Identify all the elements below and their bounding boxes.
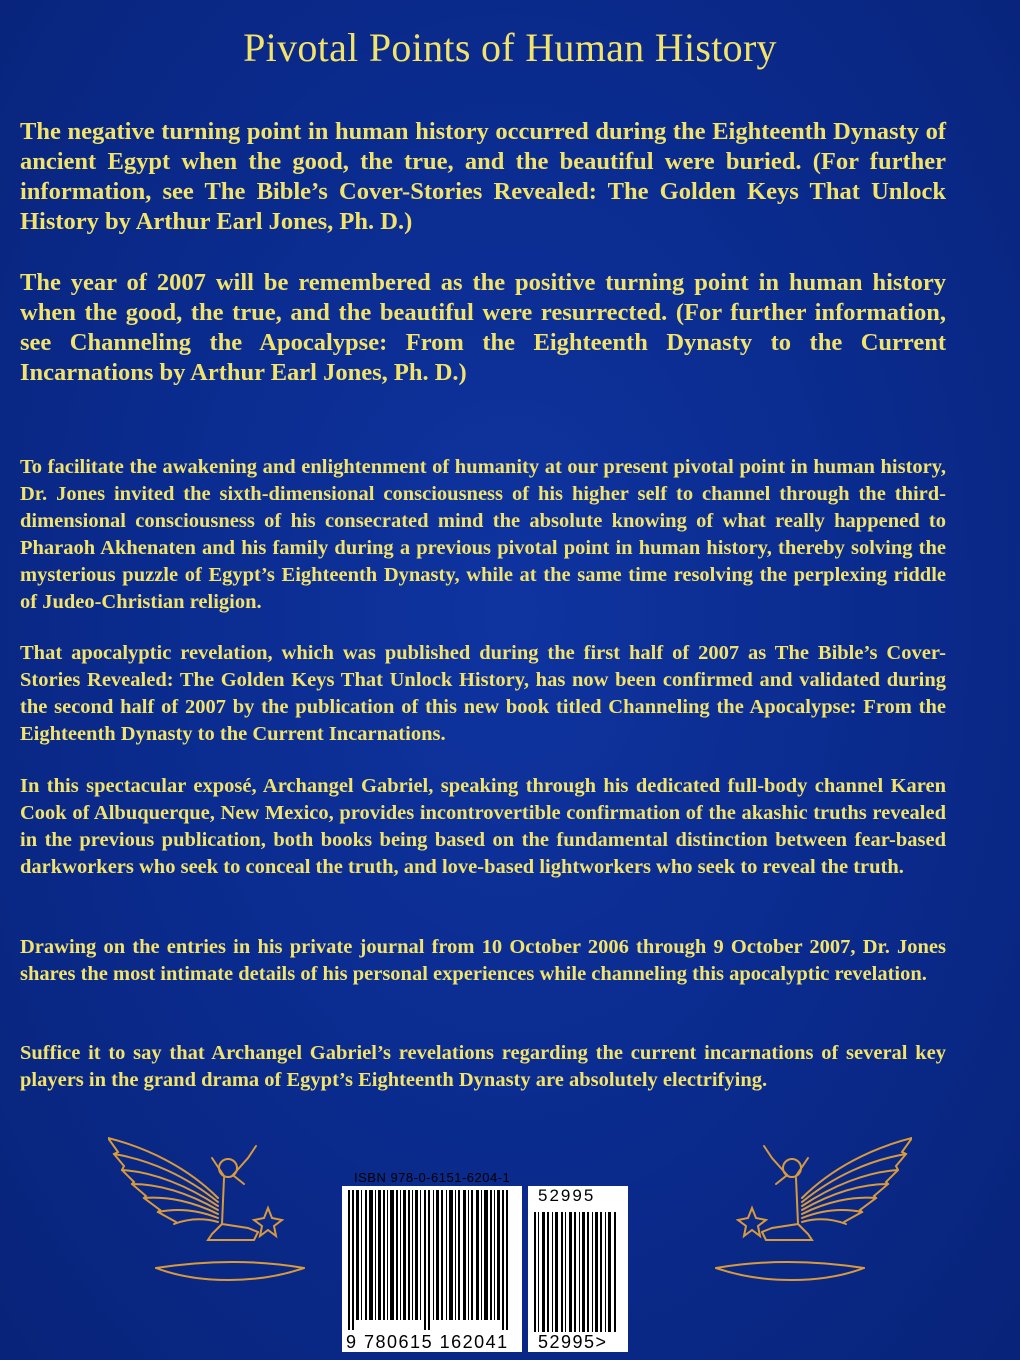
barcode-price-code: 52995 (538, 1186, 596, 1205)
body-paragraph-3: In this spectacular exposé, Archangel Gabriel, speaking through his dedicated full-body channel Karen Cook of Albuquerque, New Mexico, provides incontrovertible confirmation of the akashic truths revealed in the previous publication, both books being based on the fundamental distinction between fear-based darkworkers who seek to conceal the truth, and love-based lightworkers who seek to reveal the truth. (20, 775, 946, 878)
page-title: Pivotal Points of Human History (243, 25, 777, 70)
barcode-main-bars (342, 1186, 522, 1352)
barcode-price-bars (528, 1186, 628, 1352)
lead-paragraph-1: The negative turning point in human history occurred during the Eighteenth Dynasty of ancient Egypt when the good, the true, and the beautiful were buried. (For further information, see The Bible’s Cover-Stories Revealed: The Golden Keys That Unlock History by Arthur Earl Jones, Ph. D.) (20, 118, 946, 235)
winged-deity-left-figure (108, 1128, 328, 1328)
body-paragraph-2: That apocalyptic revelation, which was published during the first half of 2007 as The Bible’s Cover-Stories Revealed: The Golden Keys That Unlock History, has now been confirmed and validated during the second half of 2007 by the publication of this new book titled Channeling the Apocalypse: From the Eighteenth Dynasty to the Current Incarnations. (20, 642, 946, 745)
barcode-price-panel (528, 1186, 628, 1352)
isbn-barcode (342, 1170, 678, 1352)
barcode-main-panel (342, 1186, 522, 1352)
isbn-label: ISBN 978-0-6151-6204-1 (354, 1170, 511, 1185)
body-paragraph-5: Suffice it to say that Archangel Gabriel’s revelations regarding the current incarnations of several key players in the grand drama of Egypt’s Eighteenth Dynasty are absolutely electrifying. (20, 1042, 946, 1091)
body-paragraph-1: To facilitate the awakening and enlightenment of humanity at our present pivotal point in human history, Dr. Jones invited the sixth-dimensional consciousness of his higher self to channel through the third-dimensional consciousness of his consecrated mind the absolute knowing of what really happened to Pharaoh Akhenaten and his family during a previous pivotal point in human history, thereby solving the mysterious puzzle of Egypt’s Eighteenth Dynasty, while at the same time resolving the perplexing riddle of Judeo-Christian religion. (20, 456, 946, 613)
barcode-main-digits: 9 780615 162041 (346, 1332, 509, 1352)
winged-deity-right-figure (692, 1128, 912, 1328)
lead-paragraph-2: The year of 2007 will be remembered as the positive turning point in human history when the good, the true, and the beautiful were resurrected. (For further information, see Channeling the Apocalypse: From the Eighteenth Dynasty to the Current Incarnations by Arthur Earl Jones, Ph. D.) (20, 269, 946, 386)
barcode-price-digits: 52995> (538, 1332, 608, 1352)
body-paragraph-4: Drawing on the entries in his private journal from 10 October 2006 through 9 October 2007, Dr. Jones shares the most intimate details of his personal experiences while channeling this apocalyptic revelation. (20, 936, 946, 985)
